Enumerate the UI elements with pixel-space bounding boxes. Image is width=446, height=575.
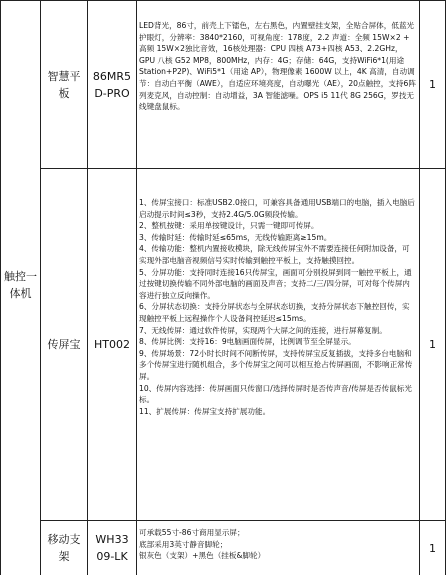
row2-desc-line-8: 8、传屏比例：支持16：9电脑画面传屏，比例调节至全屏显示。 <box>139 337 356 347</box>
row3-quantity: 1 <box>429 541 436 555</box>
row2-desc-line-10: 10、传屏内容选择：传屏画面只传窗口/选择传屏时是否传声音/传屏是否传鼠标光标。 <box>139 383 412 405</box>
row2-desc-line-6: 6、分屏状态切换：支持分屏状态与全屏状态切换，支持分屏状态下触控回传，实现触控平板上远程操作个人设备间控延迟≤15ms。 <box>139 302 410 323</box>
grid-line-col3 <box>136 0 137 575</box>
row2-desc-line-5: 5、分屏功能：支持同时连接16只传屏宝，画面可分别投屏到同一触控平板上，通过按键切换传输不同外部电脑的画面及声音；支持二/三/四分屏，可对每个传屏内容进行独立反向操作。 <box>139 267 412 300</box>
row2-name: 传屏宝 <box>47 338 81 351</box>
row3-desc-line-2: 底部采用3英寸静音脚轮； <box>139 539 228 549</box>
row3-description-cell <box>139 527 417 573</box>
row1-description-cell <box>139 20 417 166</box>
category-cell <box>1 200 40 370</box>
row2-desc-line-1: 1、传屏宝接口：标准USB2.0接口，可兼容具备通用USB端口的电脑，插入电脑后启动提示时间≤3秒，支持2.4G/5.0G频段传输。 <box>139 198 415 219</box>
row1-description: LED背光，86寸，前壳上下镭色，左右黑色，内置壁挂支架，全贴合屏体，低蓝光护眼灯，分辨率：3840*2160，可视角度：178度，2.2 声道：全频 15W×2 + 高频 15W×2独比音效，16核处理器：CPU 四核 A73+四核 A53、2.2GHz，GPU 八核 G52 MP8，800MHz，内存：4G；存储：64G，支持WiFi6*1(用途Station+P2P)、WiFi5*1（用途 AP），物理像素 1600W 以上，4K 高清，自动调节：自动白平衡（AWE），自适应环境亮度，自动曝光（AE），20点触控，支持6阵列麦克风，自动控制：自动增益，3A 智能滤噪。OPS i5 11代 8G 256G，罗技无线键盘鼠标。 <box>139 21 416 112</box>
row3-model-cell <box>88 521 136 575</box>
row1-model-cell <box>88 1 136 168</box>
row2-model-cell <box>88 169 136 520</box>
row2-desc-line-4: 4、传输功能：整机内置接收模块，除无线传屏宝外不需要连接任何附加设备，可实现外部电脑音视频信号实时传输到触控平板上，支持触摸回控。 <box>139 244 410 265</box>
row2-name-cell <box>41 169 87 520</box>
row3-desc-line-1: 可承载55寸-86寸商用显示屏； <box>139 528 245 537</box>
row3-desc-line-3: 银灰色（支架）+黑色（挂板&脚轮） <box>139 551 266 561</box>
category-label: 触控一体机 <box>4 270 37 300</box>
row2-description-cell <box>139 197 417 517</box>
row1-quantity-cell <box>420 1 445 168</box>
row2-desc-line-9: 9、传屏场景：72小时长时间不间断传屏，支持传屏宝反复插拔，支持多台电脑和多个传屏宝进行随机组合，多个传屏宝之间可以相互抢占传屏画面，不影响正常传屏。 <box>139 348 413 381</box>
row3-quantity-cell <box>420 521 445 575</box>
row1-quantity: 1 <box>429 78 436 91</box>
row2-quantity: 1 <box>429 338 436 351</box>
row2-desc-line-7: 7、无线传屏：通过软件传屏，实现两个大屏之间的连接，进行屏幕复制。 <box>139 325 387 335</box>
row1-name-cell <box>41 1 87 168</box>
row3-name-cell <box>41 521 87 575</box>
row2-desc-line-3: 3、传输时延：传输时延≤65ms，无线传输距离≥15m。 <box>139 232 332 242</box>
row1-model: 86MR5D-PRO <box>92 69 132 100</box>
row1-name: 智慧平板 <box>47 69 81 100</box>
row2-desc-line-2: 2、整机按键：采用单按键设计，只需一键即可传屏。 <box>139 221 319 231</box>
row3-name: 移动支架 <box>47 533 81 563</box>
row2-model: HT002 <box>94 338 130 351</box>
row3-model: WH3309-LK <box>95 533 129 563</box>
row2-quantity-cell <box>420 169 445 520</box>
row2-desc-line-11: 11、扩展传屏：传屏宝支持扩展功能。 <box>139 406 271 416</box>
